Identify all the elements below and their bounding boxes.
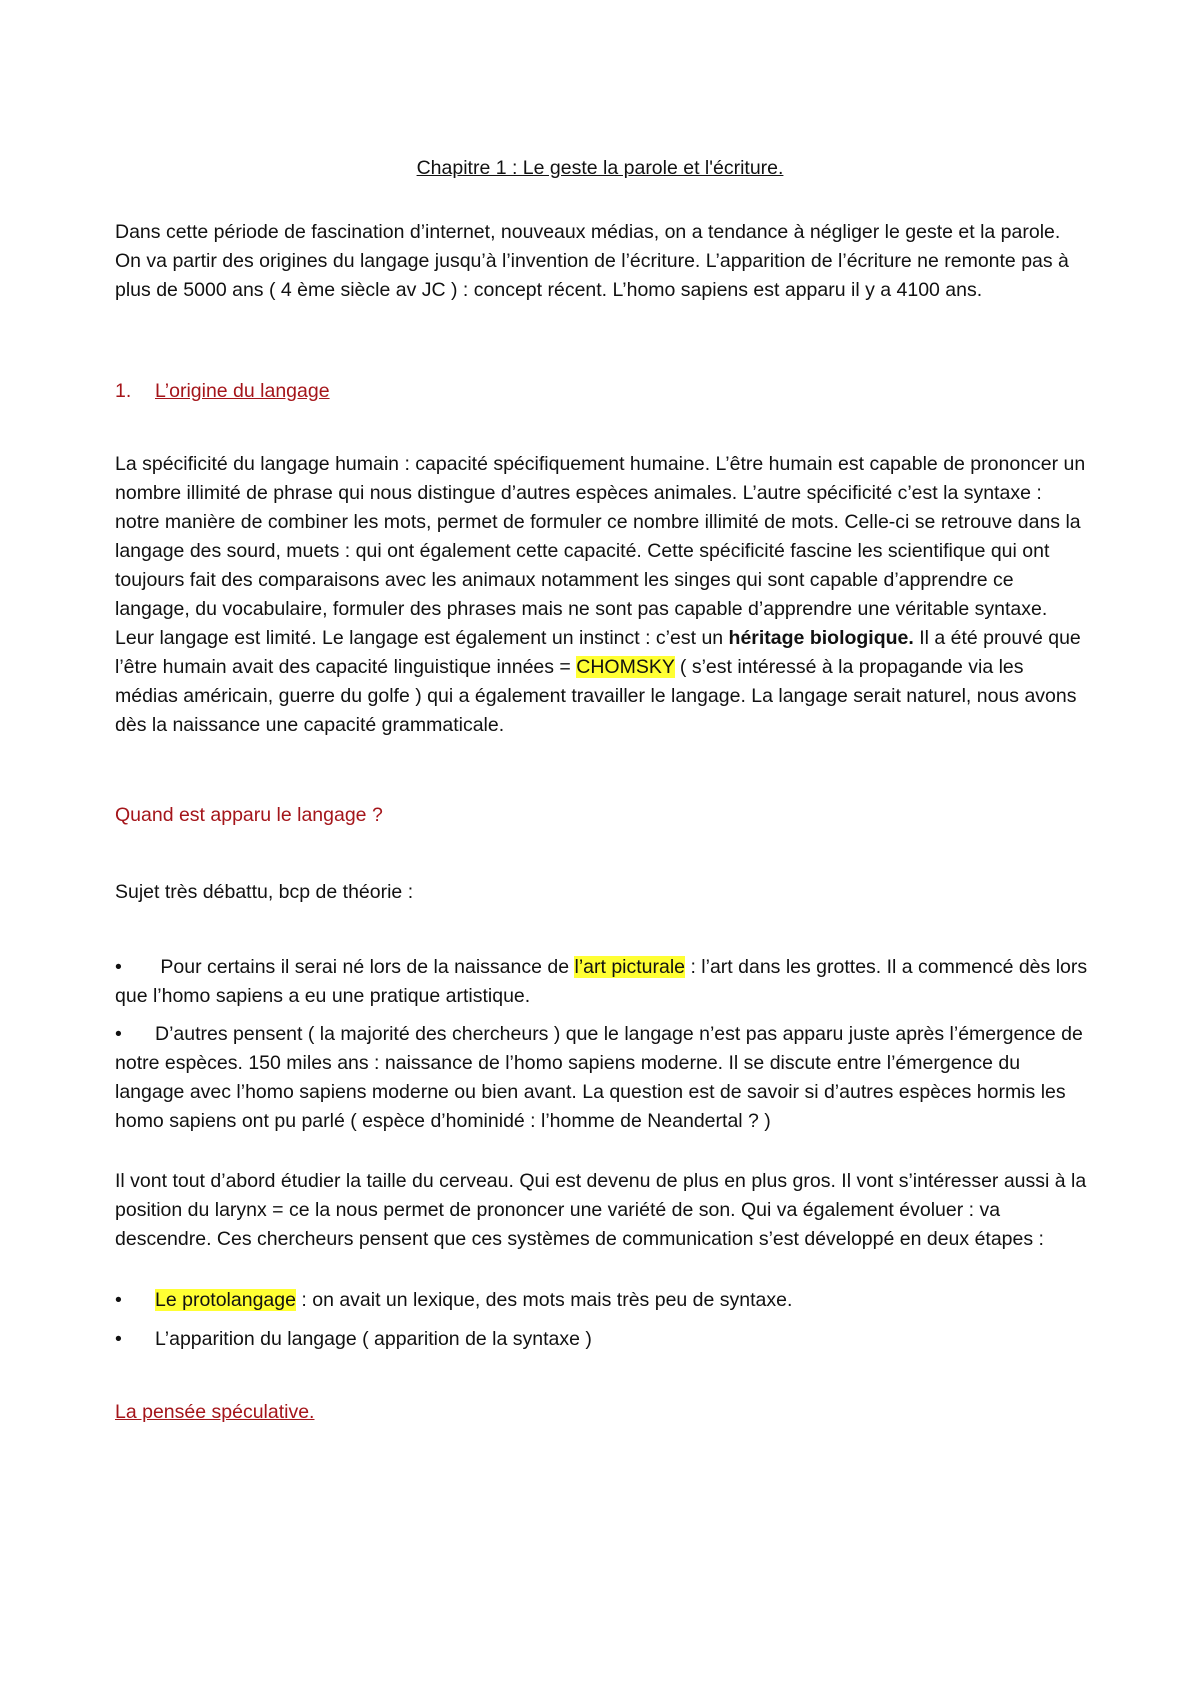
highlight-protolangage: Le protolangage [155, 1289, 296, 1311]
bullet-icon: • [115, 1289, 122, 1311]
section3-heading: La pensée spéculative. [115, 1401, 315, 1423]
bold-term: héritage biologique. [728, 627, 914, 649]
highlight-chomsky: CHOMSKY [576, 656, 675, 678]
bullet-item-3 [115, 1286, 1090, 1315]
bullet-icon: • [115, 1328, 122, 1350]
section1-paragraph [115, 450, 1090, 740]
bullet-icon: • [115, 956, 122, 978]
intro-paragraph: Dans cette période de fascination d’internet, nouveaux médias, on a tendance à négliger le geste et la parole. On va partir des origines du langage jusqu’à l’invention de l’écriture. L’apparition de l’écriture ne remonte pas à plus de 5000 ans ( 4 ème siècle av JC ) : concept récent. L’homo sapiens est apparu il y a 4100 ans. [115, 221, 1069, 301]
bullet4-text: L’apparition du langage ( apparition de la syntaxe ) [155, 1328, 592, 1350]
section1-text-b: Il a été prouvé que l’être humain avait des capacité linguistique innées = [115, 627, 1081, 678]
bullet1-text-a: Pour certains il serai né lors de la naissance de [155, 956, 575, 978]
section2-paragraph: Il vont tout d’abord étudier la taille du cerveau. Qui est devenu de plus en plus gros. Il vont s’intéresser aussi à la position du larynx = ce la nous permet de prononcer une variété de son. Qui va également évoluer : va descendre. Ces chercheurs pensent que ces systèmes de communication s’est développé en deux étapes : [115, 1170, 1087, 1250]
bullet-item-2 [115, 1020, 1090, 1136]
bullet2-text: D’autres pensent ( la majorité des chercheurs ) que le langage n’est pas apparu juste après l’émergence de notre espèces. 150 miles ans : naissance de l’homo sapiens moderne. Il se discute entre l’émergence du langage avec l’homo sapiens moderne ou bien avant. La question est de savoir si d’autres espèces hormis les homo sapiens ont pu parlé ( espèce d’hominidé : l’homme de Neandertal ? ) [115, 1023, 1083, 1132]
bullet1-text-b: : l’art dans les grottes. Il a commencé dès lors que l’homo sapiens a eu une pratique artistique. [115, 956, 1088, 1007]
bullet-item-4 [115, 1325, 1090, 1354]
section1-text-c: ( s’est intéressé à la propagande via les médias américain, guerre du golfe ) qui a également travailler le langage. La langage serait naturel, nous avons dès la naissance une capacité grammaticale. [115, 656, 1077, 736]
section2-intro: Sujet très débattu, bcp de théorie : [115, 881, 414, 903]
section1-text-a: La spécificité du langage humain : capacité spécifiquement humaine. L’être humain est capable de prononcer un nombre illimité de phrase qui nous distingue d’autres espèces animales. L’autre spécificité c’est la syntaxe : notre manière de combiner les mots, permet de formuler ce nombre illimité de mots. Celle-ci se retrouve dans la langage des sourd, muets : qui ont également cette capacité. Cette spécificité fascine les scientifique qui ont toujours fait des comparaisons avec les animaux notamment les singes qui sont capable d’apprendre ce langage, du vocabulaire, formuler des phrases mais ne sont pas capable d’apprendre une véritable syntaxe. Leur langage est limité. Le langage est également un instinct : c’est un [115, 453, 1086, 649]
section1-heading [115, 380, 330, 403]
bullet-icon: • [115, 1023, 122, 1045]
section1-title: L’origine du langage [155, 380, 330, 402]
highlight-art-picturale: l’art picturale [574, 956, 686, 978]
bullet-item-1 [115, 953, 1090, 1011]
bullet3-text: : on avait un lexique, des mots mais très peu de syntaxe. [295, 1289, 793, 1311]
section2-heading: Quand est apparu le langage ? [115, 804, 383, 826]
page-title: Chapitre 1 : Le geste la parole et l'écriture. [416, 157, 784, 179]
section1-number: 1. [115, 380, 132, 402]
